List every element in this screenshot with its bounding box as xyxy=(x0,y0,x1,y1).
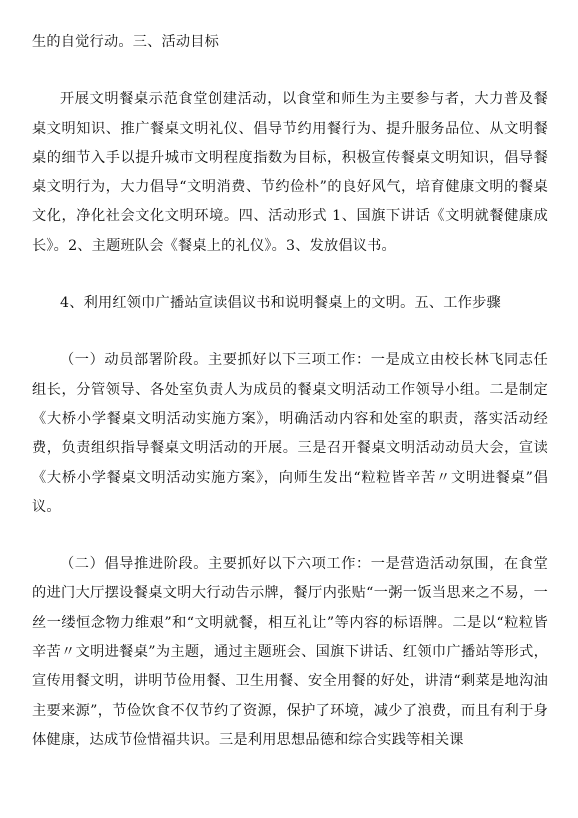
document-page xyxy=(32,28,548,755)
paragraph-mobilization-stage: （一）动员部署阶段。主要抓好以下三项工作：一是成立由校长林飞同志任组长，分管领导、各处室负责人为成员的餐桌文明活动工作领导小组。二是制定《大桥小学餐桌文明活动实施方案》，明确活动内容和处室的职责，落实活动经费，负责组织指导餐桌文明活动的开展。三是召开餐桌文明活动动员大会，宣读《大桥小学餐桌文明活动实施方案》，向师生发出“粒粒皆辛苦〃文明进餐桌”倡议。 xyxy=(32,352,548,515)
paragraph-promotion-stage: （二）倡导推进阶段。主要抓好以下六项工作：一是营造活动氛围，在食堂的进门大厅摆设餐桌文明大行动告示牌，餐厅内张贴“一粥一饭当思来之不易，一丝一缕恒念物力维艰”和“文明就餐，相互礼让”等内容的标语牌。二是以“粒粒皆辛苦〃文明进餐桌”为主题，通过主题班会、国旗下讲话、红领巾广播站等形式，宣传用餐文明，讲明节俭用餐、卫生用餐、安全用餐的好处，讲清“剩菜是地沟油主要来源”，节俭饮食不仅节约了资源，保护了环境，减少了浪费，而且有利于身体健康，达成节俭惜福共识。三是利用思想品德和综合实践等相关课 xyxy=(32,556,548,748)
paragraph-work-steps-heading: 4、利用红领巾广播站宣读倡议书和说明餐桌上的文明。五、工作步骤 xyxy=(60,295,501,312)
paragraph-activity-goal: 开展文明餐桌示范食堂创建活动，以食堂和师生为主要参与者，大力普及餐桌文明知识、推广餐桌文明礼仪、倡导节约用餐行为、提升服务品位、从文明餐桌的细节入手以提升城市文明程度指数为目标，积极宣传餐桌文明知识，倡导餐桌文明行为，大力倡导“文明消费、节约俭朴”的良好风气，培育健康文明的餐桌文化，净化社会文化文明环境。四、活动形式 1、国旗下讲话《文明就餐健康成长》。2、主题班队会《餐桌上的礼仪》。3、发放倡议书。 xyxy=(32,91,548,254)
paragraph-activity-goal-heading: 生的自觉行动。三、活动目标 xyxy=(32,34,220,50)
